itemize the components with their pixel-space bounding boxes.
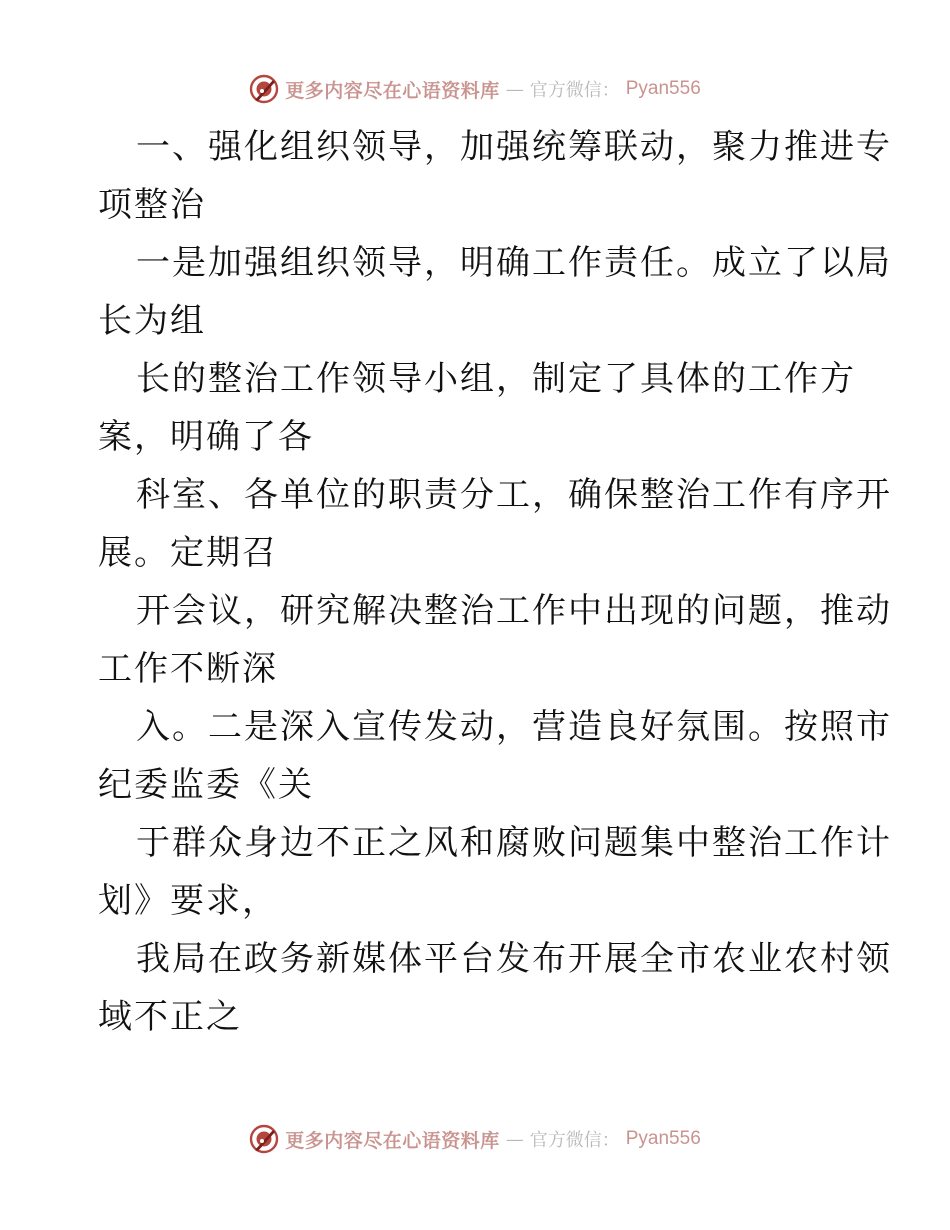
paragraph-line: 于群众身边不正之风和腐败问题集中整治工作计 [136, 823, 892, 863]
paragraph-line: 一、强化组织领导，加强统筹联动，聚力推进专 [136, 127, 892, 167]
watermark-separator: — [505, 1128, 524, 1150]
paragraph-line: 长的整治工作领导小组，制定了具体的工作方 [136, 359, 856, 399]
paragraph-line: 一是加强组织领导，明确工作责任。成立了以局 [136, 243, 892, 283]
watermark-wechat-id: Pyan556 [625, 78, 701, 99]
paragraph-line: 我局在政务新媒体平台发布开展全市农业农村领 [136, 939, 892, 979]
paragraph-line: 工作不断深 [98, 649, 278, 689]
footer-watermark [0, 1122, 950, 1156]
paragraph-line: 开会议，研究解决整治工作中出现的问题，推动 [136, 591, 892, 631]
paragraph-line: 域不正之 [98, 997, 242, 1037]
watermark-separator: — [505, 78, 524, 100]
quill-seal-icon [249, 1124, 279, 1154]
watermark-main-text: 更多内容尽在心语资料库 [285, 1129, 500, 1152]
quill-seal-icon [249, 74, 279, 104]
paragraph-line: 项整治 [98, 185, 206, 225]
paragraph-line: 长为组 [98, 301, 206, 341]
watermark-main-text: 更多内容尽在心语资料库 [285, 79, 500, 102]
paragraph-line: 科室、各单位的职责分工，确保整治工作有序开 [136, 475, 892, 515]
paragraph-line: 展。定期召 [98, 533, 278, 573]
header-watermark [0, 72, 950, 106]
watermark-sub-text: 官方微信： [529, 80, 620, 101]
paragraph-line: 纪委监委《关 [98, 765, 314, 805]
paragraph-line: 划》要求， [98, 881, 278, 921]
watermark-sub-text: 官方微信： [529, 1130, 620, 1151]
document-body [0, 118, 950, 1046]
watermark-wechat-id: Pyan556 [625, 1128, 701, 1149]
paragraph-line: 案，明确了各 [98, 417, 314, 457]
paragraph-line: 入。二是深入宣传发动，营造良好氛围。按照市 [136, 707, 892, 747]
